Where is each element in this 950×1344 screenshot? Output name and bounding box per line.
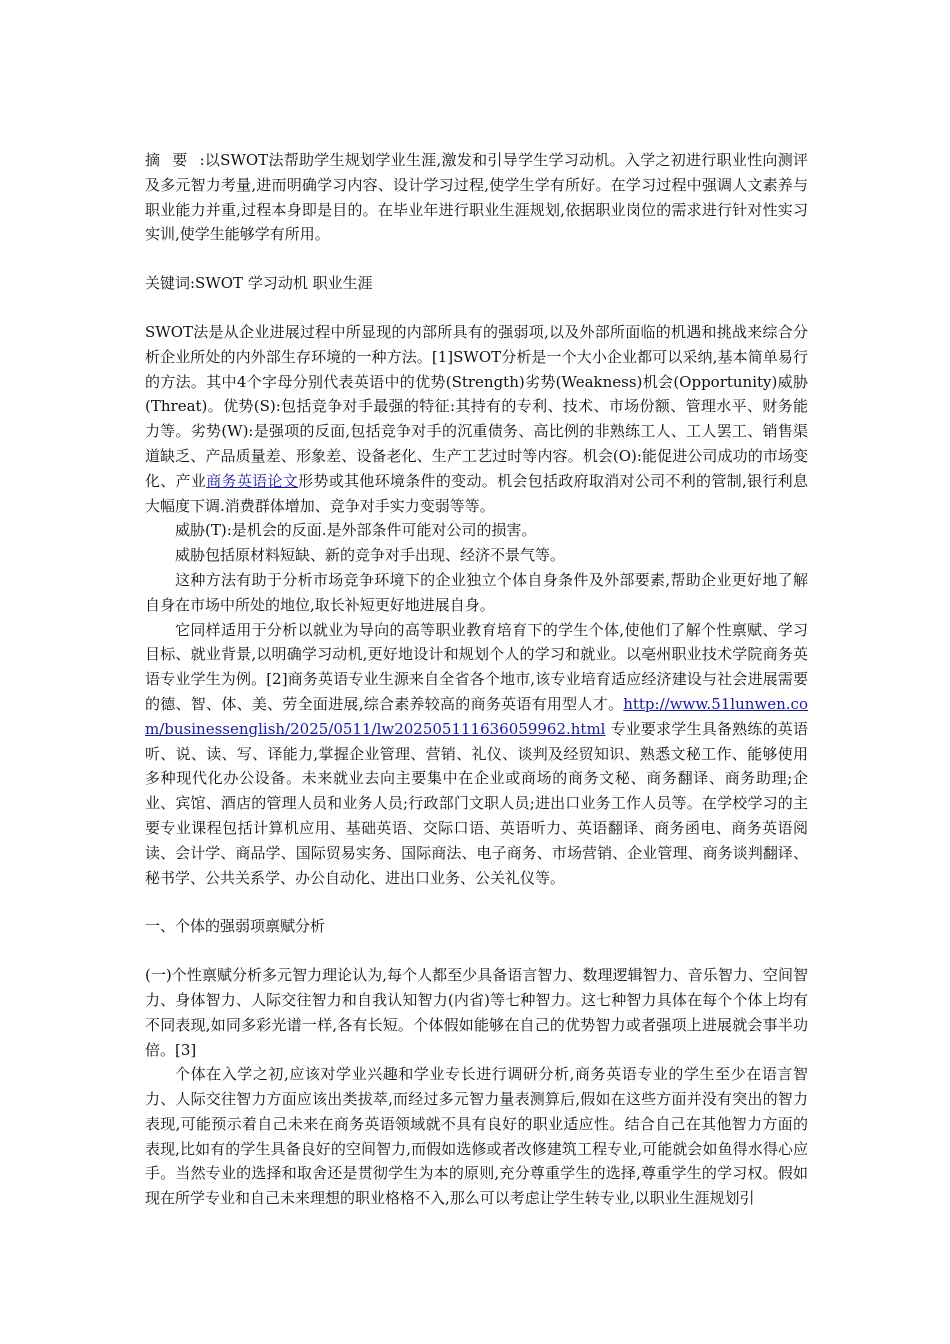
section-1-paragraph-2: 个体在入学之初,应该对学业兴趣和学业专长进行调研分析,商务英语专业的学生至少在语言智力、人际交往智力方面应该出类拔萃,而经过多元智力量表测算后,假如在这些方面并没有突出的智力表现,可能预示着自己未来在商务英语领域就不具有良好的职业适应性。结合自己在其他智力方面的表现,比如有的学生具备良好的空间智力,而假如选修或者改修建筑工程专业,可能就会如鱼得水得心应手。当然专业的选择和取舍还是贯彻学生为本的原则,充分尊重学生的选择,尊重学生的学习权。假如现在所学专业和自己未来理想的职业格格不入,那么可以考虑让学生转专业,以职业生涯规划引 [145,1065,808,1208]
business-english-paper-link[interactable]: 商务英语论文 [206,471,299,490]
intro-paragraph-4: 这种方法有助于分析市场竞争环境下的企业独立个体自身条件及外部要素,帮助企业更好地了解自身在市场中所处的地位,取长补短更好地进展自身。 [145,570,808,614]
intro-paragraph-5 [145,618,808,891]
intro-p1-text-after: 形势或其他环境条件的变动。机会包括政府取消对公司不利的管制,银行利息大幅度下调.消费群体增加、竞争对手实力变弱等等。 [145,471,808,515]
intro-p5-text-after: 专业要求学生具备熟练的英语听、说、读、写、译能力,掌握企业管理、营销、礼仪、谈判及经贸知识、熟悉文秘工作、能够使用多种现代化办公设备。未来就业去向主要集中在企业或商场的商务文秘、商务翻译、商务助理;企业、宾馆、酒店的管理人员和业务人员;行政部门文职人员;进出口业务工作人员等。在学校学习的主要专业课程包括计算机应用、基础英语、交际口语、英语听力、英语翻译、商务函电、商务英语阅读、会计学、商品学、国际贸易实务、国际商法、电子商务、市场营销、企业管理、商务谈判翻译、秘书学、公共关系学、办公自动化、进出口业务、公关礼仪等。 [145,719,808,887]
abstract-text: :以SWOT法帮助学生规划学业生涯,激发和引导学生学习动机。入学之初进行职业性向测评及多元智力考量,进而明确学习内容、设计学习过程,使学生学有所好。在学习过程中强调人文素养与职业能力并重,过程本身即是目的。在毕业年进行职业生涯规划,依据职业岗位的需求进行针对性实习实训,使学生能够学有所用。 [145,151,808,244]
intro-paragraph-2: 威胁(T):是机会的反面.是外部条件可能对公司的损害。 [175,521,537,540]
keywords-line: 关键词:SWOT 学习动机 职业生涯 [145,274,373,293]
section-1-heading: 一、个体的强弱项禀赋分析 [145,917,326,936]
source-url-link[interactable]: http://www.51lunwen.com/businessenglish/2025/0511/lw202505111636059962.html [145,694,808,738]
section-1-paragraph-1: (一)个性禀赋分析多元智力理论认为,每个人都至少具备语言智力、数理逻辑智力、音乐智力、空间智力、身体智力、人际交往智力和自我认知智力(内省)等七种智力。这七种智力具体在每个个体上均有不同表现,如同多彩光谱一样,各有长短。个体假如能够在自己的优势智力或者强项上进展就会事半功倍。[3] [145,966,808,1059]
intro-p5-text-before: 它同样适用于分析以就业为导向的高等职业教育培育下的学生个体,使他们了解个性禀赋、学习目标、就业背景,以明确学习动机,更好地设计和规划个人的学习和就业。以亳州职业技术学院商务英语专业学生为例。[2]商务英语专业生源来自全省各个地市,该专业培育适应经济建设与社会进展需要的德、智、体、美、劳全面进展,综合素养较高的商务英语有用型人才。 [145,620,808,713]
intro-paragraph-1 [145,320,808,518]
abstract-label: 摘要 [145,151,200,169]
intro-p1-text-before: SWOT法是从企业进展过程中所显现的内部所具有的强弱项,以及外部所面临的机遇和挑战来综合分析企业所处的内外部生存环境的一种方法。[1]SWOT分析是一个大小企业都可以采纳,基本简单易行的方法。其中4个字母分别代表英语中的优势(Strength)劣势(Weakness)机会(Opportunity)威胁(Threat)。优势(S):包括竞争对手最强的特征:其持有的专利、技术、市场份额、管理水平、财务能力等。劣势(W):是强项的反面,包括竞争对手的沉重债务、高比例的非熟练工人、工人罢工、销售渠道缺乏、产品质量差、形象差、设备老化、生产工艺过时等内容。机会(O):能促进公司成功的市场变化、产业 [145,322,808,490]
abstract-paragraph [145,148,808,247]
intro-paragraph-3: 威胁包括原材料短缺、新的竞争对手出现、经济不景气等。 [175,546,566,565]
